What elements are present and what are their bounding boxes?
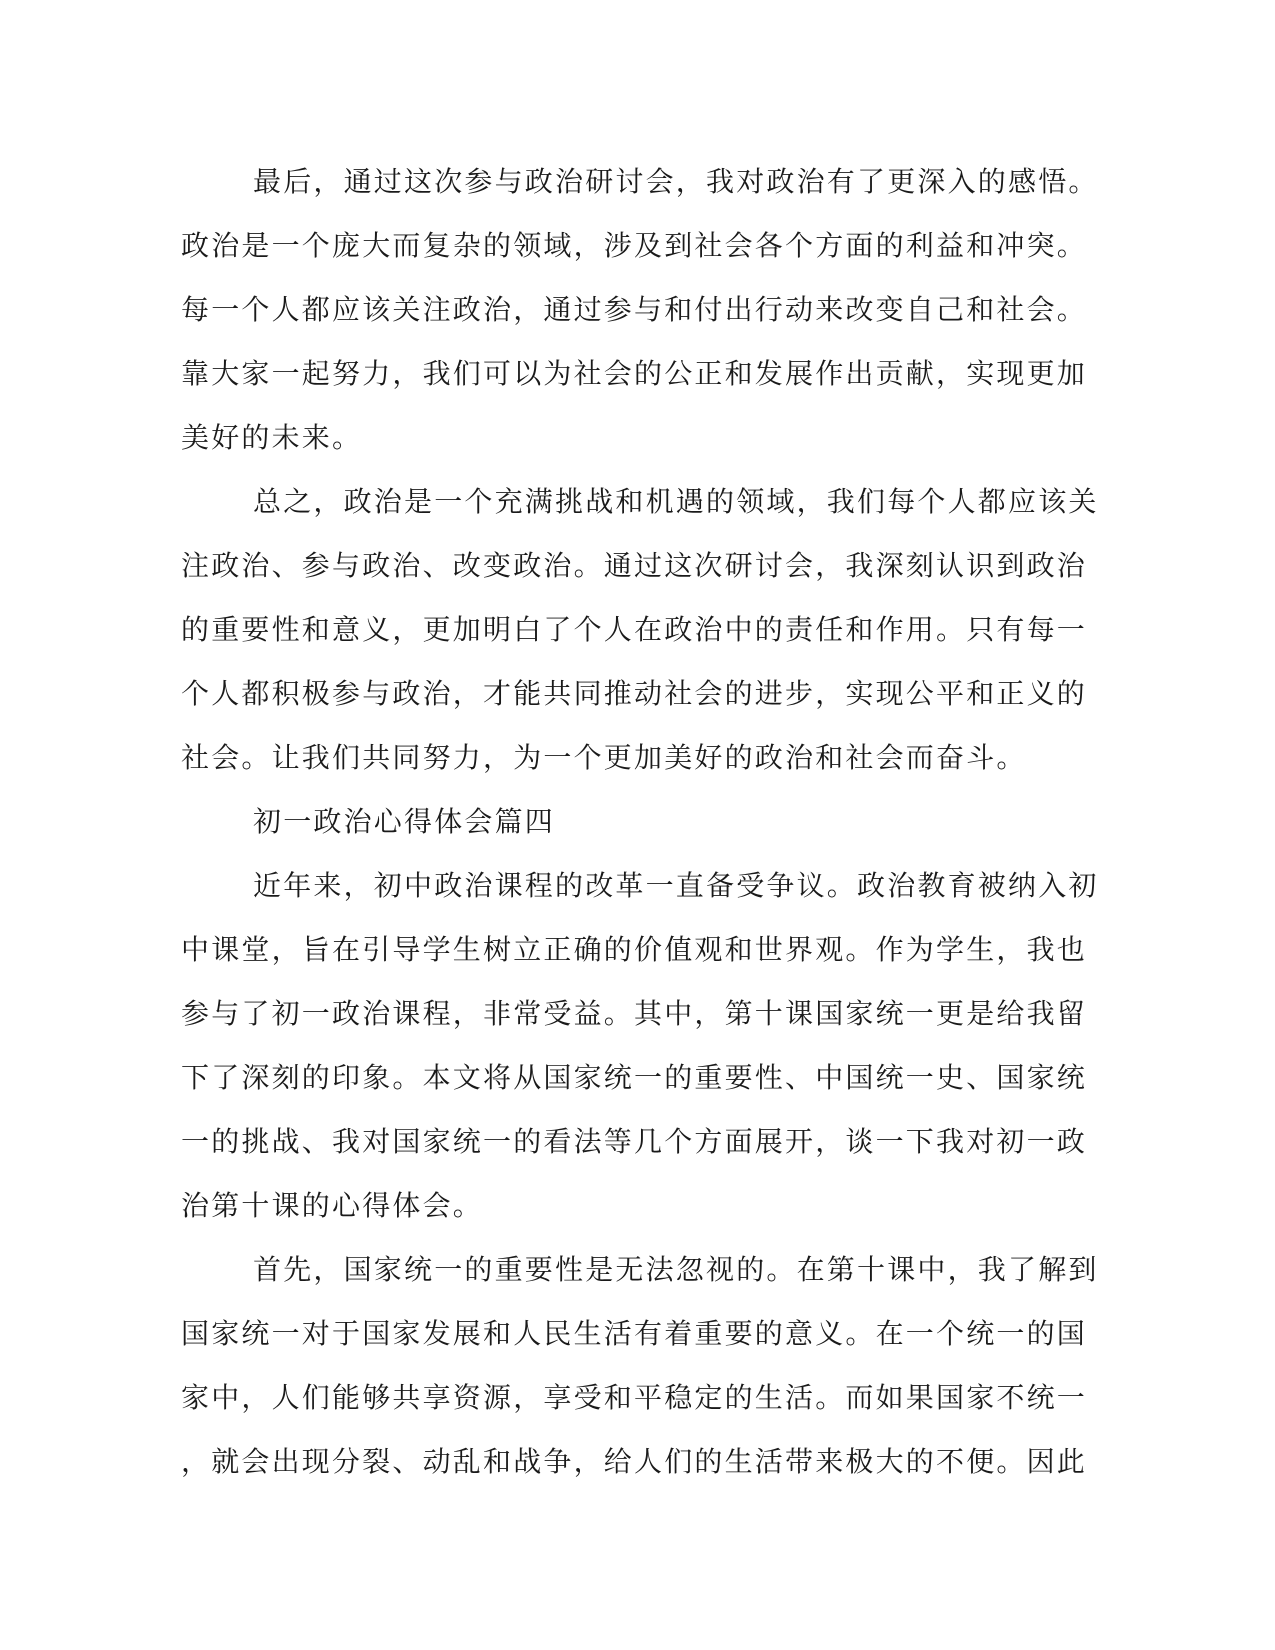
text-line: 社会。让我们共同努力，为一个更加美好的政治和社会而奋斗。 <box>181 741 1027 774</box>
text-line: 注政治、参与政治、改变政治。通过这次研讨会，我深刻认识到政治 <box>181 549 1088 582</box>
section-heading: 初一政治心得体会篇四 <box>253 805 556 838</box>
text-line: 家中，人们能够共享资源，享受和平稳定的生活。而如果国家不统一 <box>181 1381 1088 1414</box>
document-page <box>181 150 1099 1494</box>
text-line: 中课堂，旨在引导学生树立正确的价值观和世界观。作为学生，我也 <box>181 933 1088 966</box>
text-line: 最后，通过这次参与政治研讨会，我对政治有了更深入的感悟。 <box>253 165 1099 198</box>
text-line: 美好的未来。 <box>181 421 363 454</box>
text-line: 近年来，初中政治课程的改革一直备受争议。政治教育被纳入初 <box>253 869 1099 902</box>
text-line: 总之，政治是一个充满挑战和机遇的领域，我们每个人都应该关 <box>253 485 1099 518</box>
text-line: 靠大家一起努力，我们可以为社会的公正和发展作出贡献，实现更加 <box>181 357 1088 390</box>
text-line: ，就会出现分裂、动乱和战争，给人们的生活带来极大的不便。因此 <box>181 1445 1088 1478</box>
text-line: 下了深刻的印象。本文将从国家统一的重要性、中国统一史、国家统 <box>181 1061 1088 1094</box>
text-line: 个人都积极参与政治，才能共同推动社会的进步，实现公平和正义的 <box>181 677 1088 710</box>
text-line: 参与了初一政治课程，非常受益。其中，第十课国家统一更是给我留 <box>181 997 1088 1030</box>
text-line: 治第十课的心得体会。 <box>181 1189 484 1222</box>
text-line: 国家统一对于国家发展和人民生活有着重要的意义。在一个统一的国 <box>181 1317 1088 1350</box>
text-line: 政治是一个庞大而复杂的领域，涉及到社会各个方面的利益和冲突。 <box>181 229 1088 262</box>
text-line: 的重要性和意义，更加明白了个人在政治中的责任和作用。只有每一 <box>181 613 1088 646</box>
text-line: 首先，国家统一的重要性是无法忽视的。在第十课中，我了解到 <box>253 1253 1099 1286</box>
text-line: 每一个人都应该关注政治，通过参与和付出行动来改变自己和社会。 <box>181 293 1088 326</box>
text-line: 一的挑战、我对国家统一的看法等几个方面展开，谈一下我对初一政 <box>181 1125 1088 1158</box>
